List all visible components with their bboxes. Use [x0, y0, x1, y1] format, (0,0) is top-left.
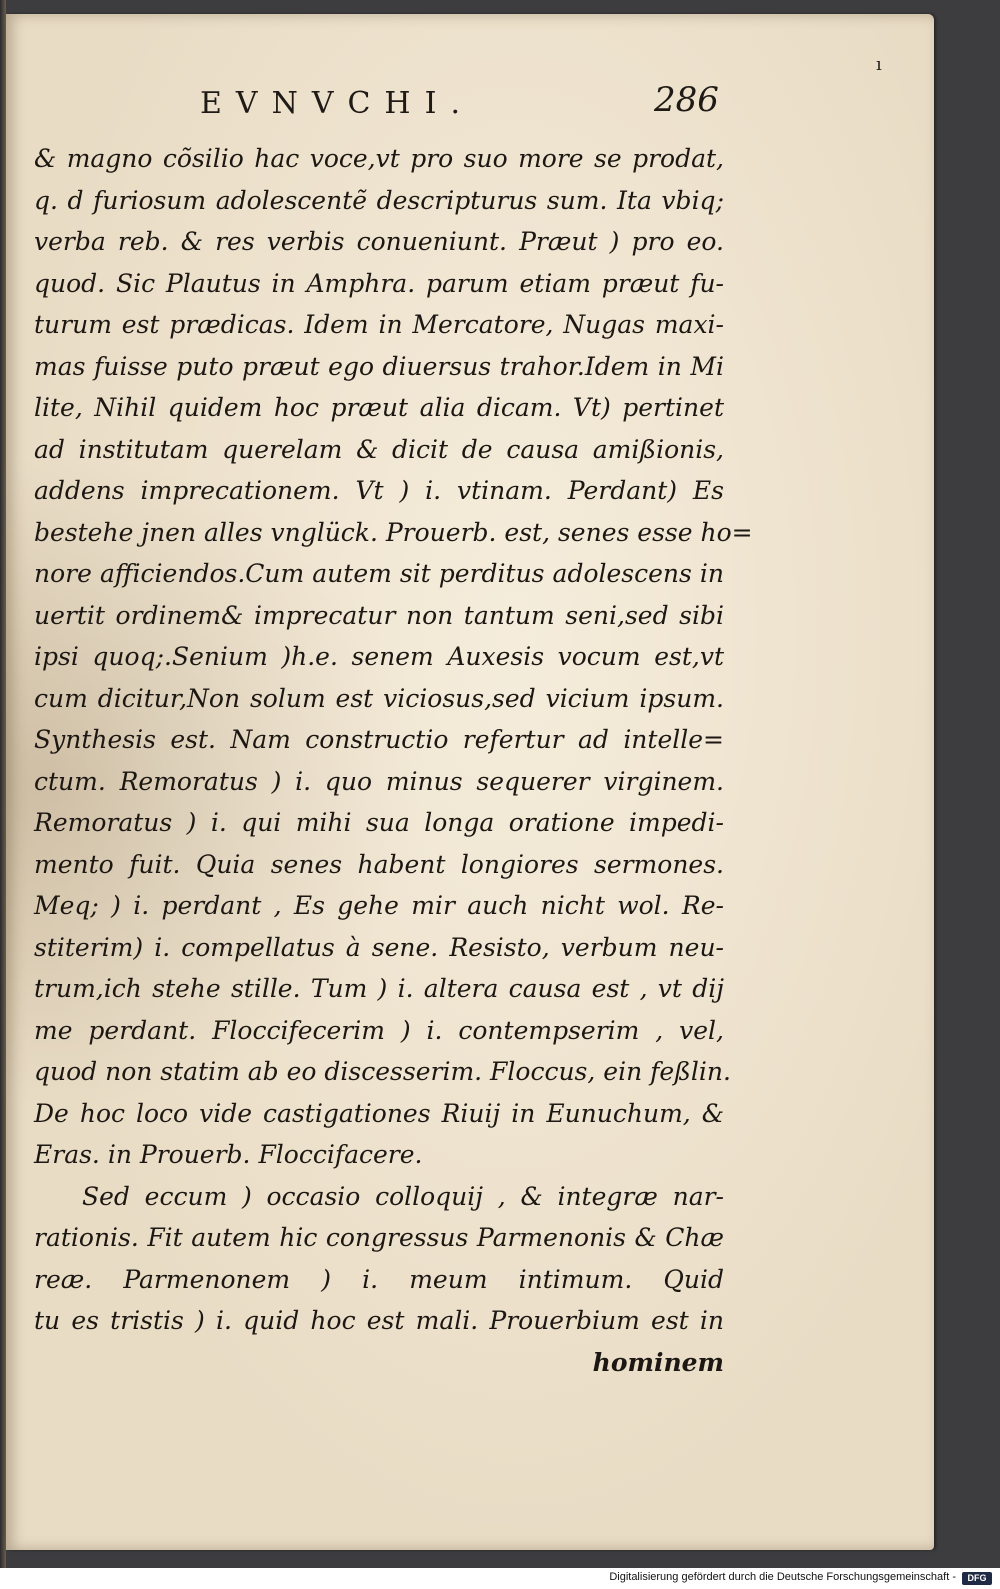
text-line: ad institutam querelam & dicit de causa amißionis,	[34, 434, 724, 464]
text-line: Remoratus ) i. qui mihi sua longa oratione impedi-	[34, 808, 724, 837]
text-line: lite, Nihil quidem hoc præut alia dicam. Vt) pertinet	[34, 393, 724, 422]
text-line: uertit ordinem& imprecatur non tantum seni,sed sibi	[34, 600, 724, 630]
dfg-logo-icon: DFG	[962, 1572, 992, 1585]
footer-bar	[0, 1568, 1000, 1589]
text-line: Sed eccum ) occasio colloquij , & integræ nar-	[82, 1181, 724, 1211]
text-line: & magno cõsilio hac voce,vt pro suo more se prodat,	[34, 144, 724, 173]
text-line: bestehe jnen alles vnglück. Prouerb. est, senes esse ho=	[34, 517, 753, 547]
catchword: hominem	[592, 1347, 724, 1377]
text-line: q. d furiosum adolescentẽ descripturus sum. Ita vbiq;	[34, 185, 724, 215]
text-line: mas fuisse puto præut ego diuersus trahor.Idem in Mi	[34, 351, 724, 381]
page-number: 286	[654, 80, 719, 120]
text-line: quod. Sic Plautus in Amphra. parum etiam præut fu-	[34, 268, 724, 298]
text-line: ctum. Remoratus ) i. quo minus sequerer virginem.	[34, 766, 724, 796]
body-text	[34, 138, 753, 1383]
text-line: Synthesis est. Nam constructio refertur ad intelle=	[34, 725, 724, 754]
text-line: cum dicitur,Non solum est viciosus,sed vicium ipsum.	[34, 683, 724, 713]
text-line: Eras. in Prouerb. Floccifacere.	[34, 1140, 423, 1169]
funding-credit: Digitalisierung gefördert durch die Deutsche Forschungsgemeinschaft -	[609, 1571, 956, 1583]
text-line: mento fuit. Quia senes habent longiores sermones.	[34, 849, 724, 879]
text-line: quod non statim ab eo discesserim. Floccus, ein feßlin.	[34, 1057, 731, 1086]
page-corner-mark: ı	[876, 54, 882, 75]
text-line: stiterim) i. compellatus à sene. Resisto, verbum neu-	[34, 932, 724, 962]
text-line: De hoc loco vide castigationes Riuij in Eunuchum, &	[34, 1098, 724, 1128]
text-line: rationis. Fit autem hic congressus Parmenonis & Chæ	[34, 1223, 724, 1252]
text-line: verba reb. & res verbis conueniunt. Præut ) pro eo.	[34, 227, 724, 256]
text-line: nore afficiendos.Cum autem sit perditus adolescens in	[34, 559, 724, 588]
text-line: tu es tristis ) i. quid hoc est mali. Prouerbium est in	[34, 1306, 724, 1335]
running-head: EVNVCHI.	[200, 86, 474, 121]
text-line: trum,ich stehe stille. Tum ) i. altera causa est , vt dij	[34, 974, 724, 1003]
text-line: addens imprecationem. Vt ) i. vtinam. Perdant) Es	[34, 476, 724, 505]
text-line: turum est prædicas. Idem in Mercatore, Nugas maxi-	[34, 310, 724, 339]
text-line: Meq; ) i. perdant , Es gehe mir auch nicht wol. Re-	[34, 891, 724, 920]
text-line: ipsi quoq;.Senium )h.e. senem Auxesis vocum est,vt	[34, 642, 724, 671]
text-line: me perdant. Floccifecerim ) i. contempserim , vel,	[34, 1015, 724, 1045]
text-line: reæ. Parmenonem ) i. meum intimum. Quid	[34, 1264, 724, 1294]
